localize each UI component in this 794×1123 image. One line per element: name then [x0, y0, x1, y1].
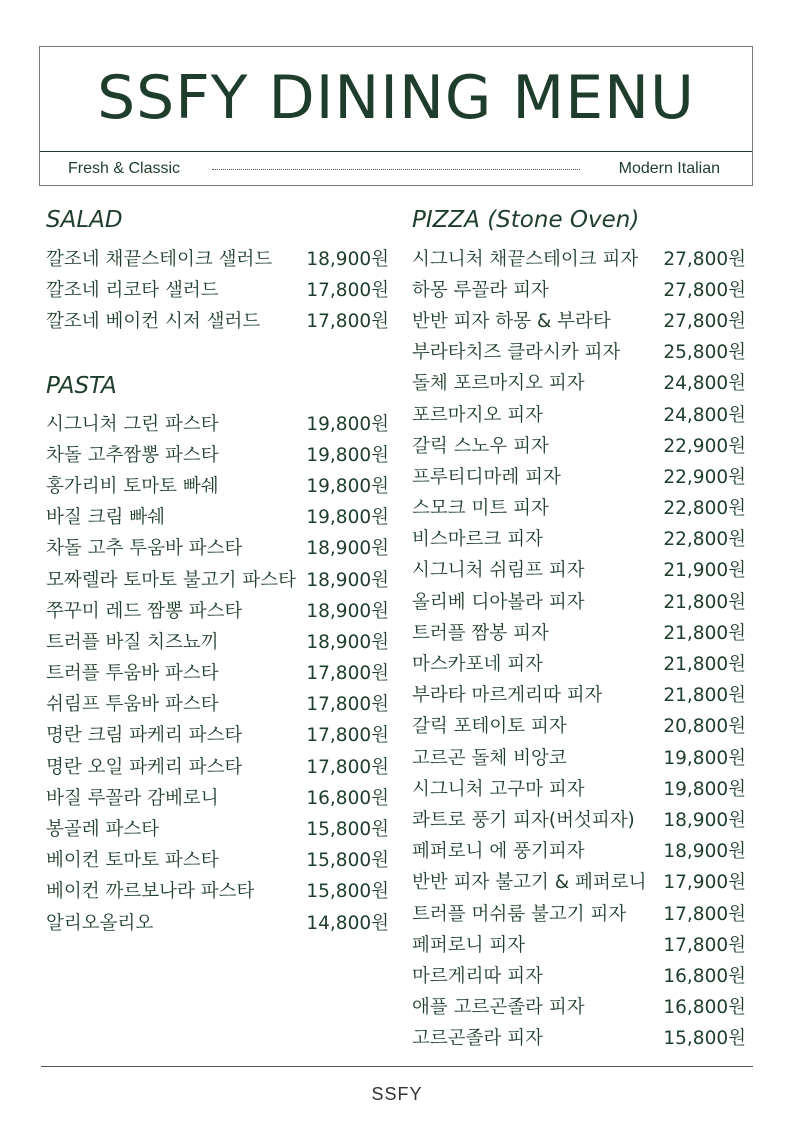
menu-item-price: 22,900원	[663, 435, 746, 457]
menu-item	[412, 897, 746, 928]
menu-item	[46, 750, 389, 781]
menu-item-price: 18,900원	[306, 569, 389, 591]
menu-item-name: 트러플 바질 치즈뇨끼	[46, 631, 219, 653]
menu-item-name: 비스마르크 피자	[412, 529, 543, 551]
menu-item-name: 홍가리비 토마토 빠쉐	[46, 475, 219, 497]
menu-item-price: 22,800원	[663, 529, 746, 551]
menu-item	[46, 407, 389, 438]
menu-item-name: 갈릭 스노우 피자	[412, 435, 549, 457]
menu-item-price: 17,900원	[663, 872, 746, 894]
menu-item-name: 스모크 미트 피자	[412, 498, 549, 520]
footer-divider	[41, 1066, 753, 1067]
menu-item	[46, 688, 389, 719]
menu-item-price: 19,800원	[306, 507, 389, 529]
menu-item-price: 19,800원	[663, 778, 746, 800]
menu-item	[412, 866, 746, 897]
menu-item-price: 21,800원	[663, 685, 746, 707]
menu-item-price: 17,800원	[306, 756, 389, 778]
menu-item-price: 15,800원	[306, 850, 389, 872]
menu-item-name: 포르마지오 피자	[412, 404, 543, 426]
menu-item	[46, 242, 389, 273]
menu-item	[412, 554, 746, 585]
menu-item	[412, 991, 746, 1022]
menu-item-name: 명란 오일 파케리 파스타	[46, 756, 243, 778]
tagline-right: Modern Italian	[618, 160, 720, 177]
menu-item	[412, 242, 746, 273]
menu-item-name: 페퍼로니 에 풍기피자	[412, 841, 585, 863]
menu-item-price: 21,900원	[663, 560, 746, 582]
menu-item-price: 17,800원	[306, 694, 389, 716]
menu-item	[46, 906, 389, 937]
menu-item-name: 쉬림프 투움바 파스타	[46, 694, 219, 716]
menu-item	[412, 367, 746, 398]
menu-item-name: 고르곤 돌체 비앙코	[412, 747, 567, 769]
menu-item-name: 고르곤졸라 피자	[412, 1028, 543, 1050]
pizza-list	[412, 242, 746, 1053]
menu-item	[46, 875, 389, 906]
menu-item-price: 17,800원	[306, 279, 389, 301]
menu-item-price: 16,800원	[663, 965, 746, 987]
menu-item	[412, 741, 746, 772]
menu-item-name: 깔조네 채끝스테이크 샐러드	[46, 248, 273, 270]
menu-item-price: 21,800원	[663, 622, 746, 644]
menu-item	[46, 812, 389, 843]
menu-item-price: 24,800원	[663, 373, 746, 395]
menu-item-price: 14,800원	[306, 912, 389, 934]
menu-item	[412, 460, 746, 491]
menu-item-price: 27,800원	[663, 310, 746, 332]
menu-item-name: 트러플 짬봉 피자	[412, 622, 549, 644]
menu-item	[412, 492, 746, 523]
menu-item	[412, 835, 746, 866]
menu-item-price: 19,800원	[306, 444, 389, 466]
menu-item	[46, 469, 389, 500]
menu-item	[412, 523, 746, 554]
menu-item-name: 시그니처 쉬림프 피자	[412, 560, 585, 582]
menu-item	[412, 803, 746, 834]
menu-item-price: 18,900원	[306, 600, 389, 622]
menu-item	[46, 625, 389, 656]
menu-item-name: 마르게리따 피자	[412, 965, 543, 987]
menu-header	[39, 46, 753, 186]
pasta-list	[46, 407, 389, 937]
menu-item-name: 봉골레 파스타	[46, 819, 160, 841]
menu-item-price: 22,900원	[663, 466, 746, 488]
menu-item	[412, 398, 746, 429]
menu-item	[46, 844, 389, 875]
menu-item	[46, 273, 389, 304]
menu-item-price: 27,800원	[663, 279, 746, 301]
menu-item	[46, 781, 389, 812]
menu-item-price: 21,800원	[663, 654, 746, 676]
menu-item	[412, 772, 746, 803]
salad-section-title: SALAD	[46, 207, 123, 233]
menu-item	[46, 657, 389, 688]
menu-item-price: 25,800원	[663, 342, 746, 364]
menu-item-price: 27,800원	[663, 248, 746, 270]
menu-item	[46, 719, 389, 750]
menu-item-name: 콰트로 풍기 피자(버섯피자)	[412, 809, 635, 831]
menu-item-name: 갈릭 포테이토 피자	[412, 716, 567, 738]
menu-item-name: 차돌 고추짬뽕 파스타	[46, 444, 219, 466]
menu-item-price: 18,900원	[306, 631, 389, 653]
menu-item-price: 19,800원	[306, 475, 389, 497]
menu-item-name: 명란 크림 파케리 파스타	[46, 725, 243, 747]
menu-item-price: 17,800원	[306, 725, 389, 747]
menu-item-name: 트러플 투움바 파스타	[46, 663, 219, 685]
menu-item	[412, 336, 746, 367]
menu-item-name: 올리베 디아볼라 피자	[412, 591, 585, 613]
menu-item-price: 18,900원	[663, 809, 746, 831]
menu-item-name: 트러플 머쉬룸 불고기 피자	[412, 903, 627, 925]
footer-text: SSFY	[371, 1084, 423, 1104]
menu-item-name: 시그니처 고구마 피자	[412, 778, 585, 800]
menu-item	[46, 304, 389, 335]
menu-item	[412, 679, 746, 710]
menu-title: SSFY DINING MENU	[97, 63, 695, 133]
menu-item-name: 바질 루꼴라 감베로니	[46, 787, 219, 809]
menu-item	[412, 616, 746, 647]
menu-item	[46, 563, 389, 594]
menu-item	[412, 710, 746, 741]
menu-item-price: 15,800원	[306, 819, 389, 841]
menu-item-name: 베이컨 까르보나라 파스타	[46, 881, 255, 903]
menu-item-name: 부라타치즈 클라시카 피자	[412, 342, 621, 364]
menu-item-price: 19,800원	[306, 413, 389, 435]
menu-item-price: 18,900원	[306, 538, 389, 560]
menu-item-price: 19,800원	[663, 747, 746, 769]
menu-item-price: 17,800원	[306, 663, 389, 685]
menu-item	[46, 501, 389, 532]
menu-item-name: 프루티디마레 피자	[412, 466, 561, 488]
menu-item-price: 17,800원	[663, 934, 746, 956]
menu-item-name: 모짜렐라 토마토 불고기 파스타	[46, 569, 296, 591]
menu-item-price: 17,800원	[663, 903, 746, 925]
menu-item-price: 21,800원	[663, 591, 746, 613]
menu-item	[412, 304, 746, 335]
menu-item-name: 깔조네 리코타 샐러드	[46, 279, 219, 301]
menu-item-name: 바질 크림 빠쉐	[46, 507, 165, 529]
menu-item-price: 18,900원	[663, 841, 746, 863]
header-divider	[40, 151, 752, 152]
menu-item	[46, 594, 389, 625]
menu-item-price: 24,800원	[663, 404, 746, 426]
menu-item	[412, 647, 746, 678]
pasta-section-title: PASTA	[46, 373, 117, 399]
menu-item-price: 22,800원	[663, 498, 746, 520]
menu-item-price: 17,800원	[306, 310, 389, 332]
menu-item	[412, 585, 746, 616]
menu-item	[412, 273, 746, 304]
menu-item-name: 반반 피자 하몽 & 부라타	[412, 310, 611, 332]
menu-item	[46, 438, 389, 469]
menu-item-name: 베이컨 토마토 파스타	[46, 850, 219, 872]
tagline-left: Fresh & Classic	[68, 160, 181, 177]
menu-item	[412, 429, 746, 460]
menu-item	[412, 959, 746, 990]
menu-item	[412, 1022, 746, 1053]
pizza-section-title: PIZZA (Stone Oven)	[412, 207, 640, 233]
menu-item-price: 15,800원	[663, 1028, 746, 1050]
menu-item-name: 하몽 루꼴라 피자	[412, 279, 549, 301]
menu-item-name: 반반 피자 불고기 & 페퍼로니	[412, 872, 647, 894]
salad-list	[46, 242, 389, 336]
menu-item-price: 15,800원	[306, 881, 389, 903]
menu-item-name: 시그니처 채끝스테이크 피자	[412, 248, 639, 270]
menu-item-name: 돌체 포르마지오 피자	[412, 373, 585, 395]
menu-item-name: 차돌 고추 투움바 파스타	[46, 538, 243, 560]
menu-item-name: 쭈꾸미 레드 짬뽕 파스타	[46, 600, 243, 622]
menu-item-name: 애플 고르곤졸라 피자	[412, 997, 585, 1019]
menu-item-price: 20,800원	[663, 716, 746, 738]
dotted-leader	[212, 169, 580, 170]
menu-item	[412, 928, 746, 959]
menu-item-name: 페퍼로니 피자	[412, 934, 526, 956]
menu-item-name: 깔조네 베이컨 시저 샐러드	[46, 310, 261, 332]
menu-item-name: 마스카포네 피자	[412, 654, 543, 676]
menu-item-price: 16,800원	[663, 997, 746, 1019]
menu-item-price: 18,900원	[306, 248, 389, 270]
menu-item	[46, 532, 389, 563]
menu-item-name: 알리오올리오	[46, 912, 154, 934]
menu-item-name: 부라타 마르게리따 피자	[412, 685, 603, 707]
menu-item-name: 시그니처 그린 파스타	[46, 413, 219, 435]
menu-item-price: 16,800원	[306, 787, 389, 809]
